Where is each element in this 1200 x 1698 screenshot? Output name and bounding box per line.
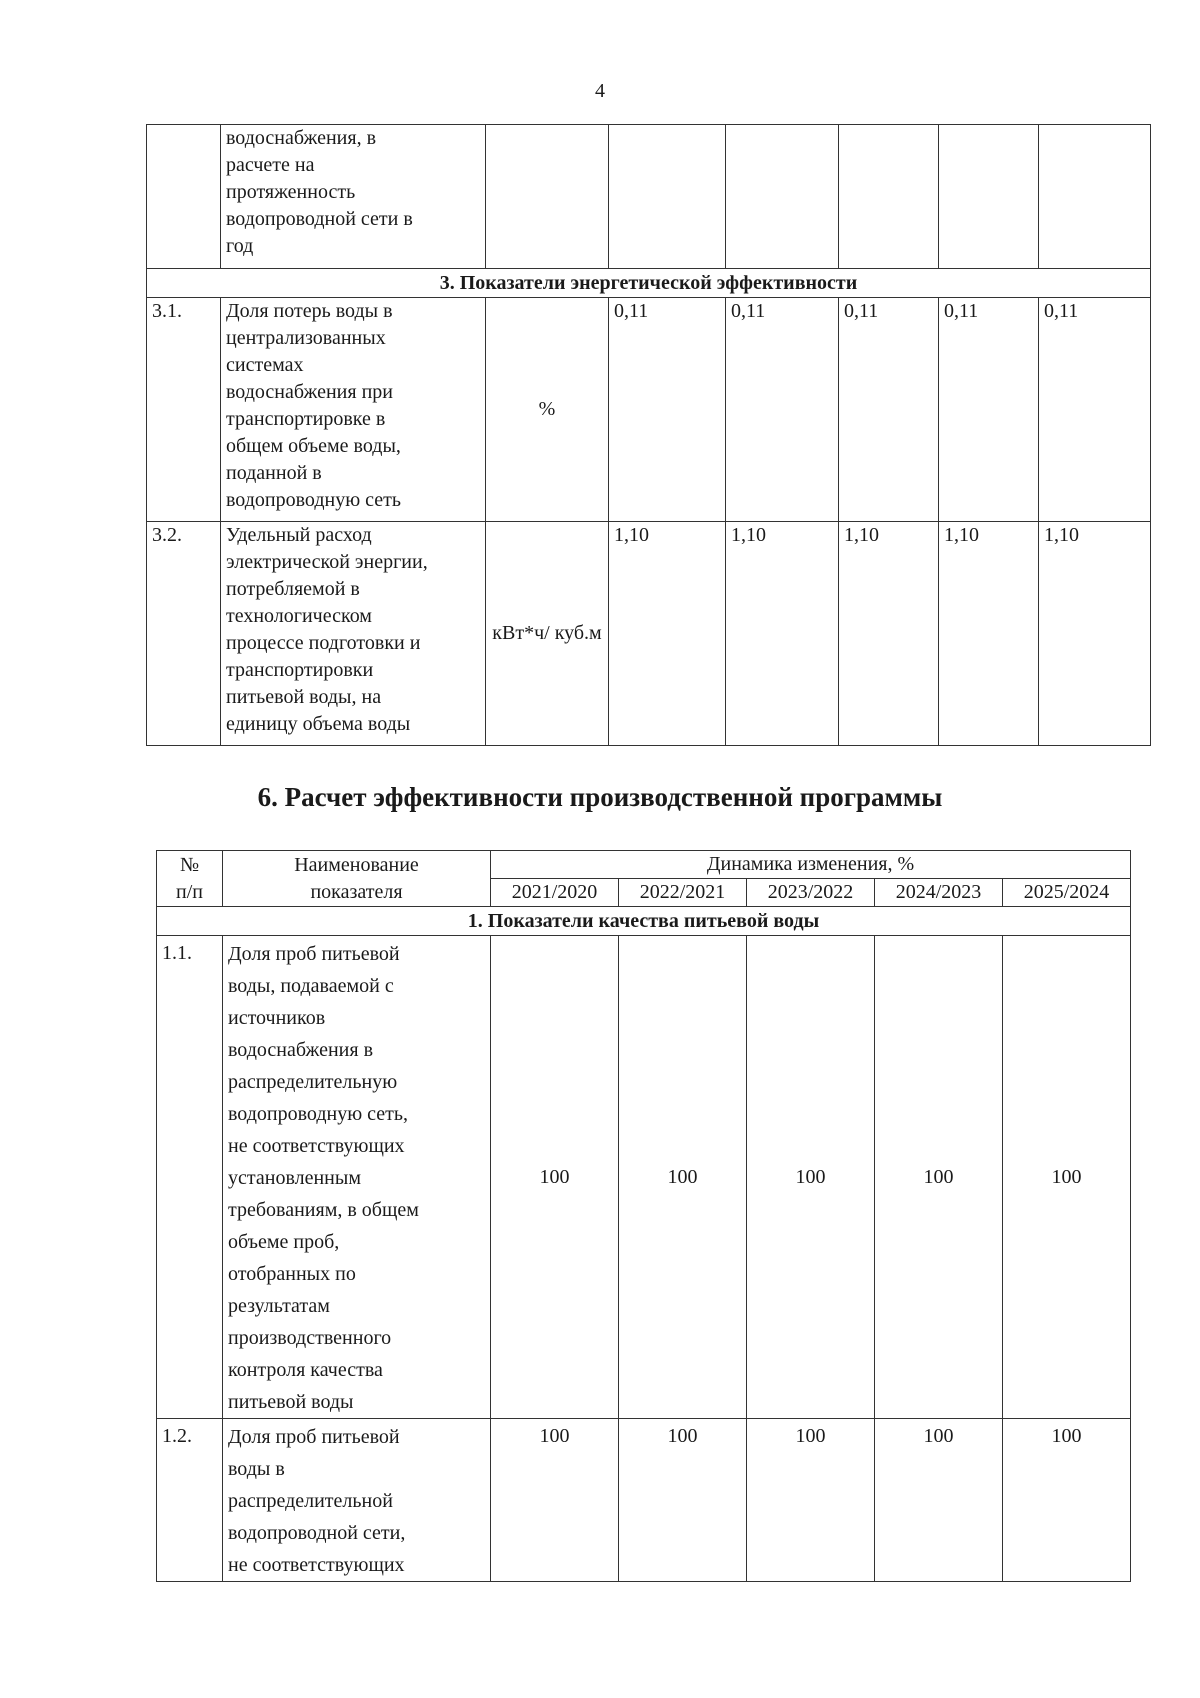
indicator-name: Доля потерь воды в централизованных системах водоснабжения при транспортировке в общем объеме воды, поданной в водопроводную сеть bbox=[221, 298, 486, 522]
num-header: № п/п bbox=[157, 851, 223, 907]
name-line: расчете на bbox=[226, 154, 315, 176]
page-number: 4 bbox=[595, 80, 605, 102]
name-line: год bbox=[226, 235, 254, 257]
name-line: протяженность bbox=[226, 181, 356, 203]
period-header: 2022/2021 bbox=[619, 879, 747, 907]
unit-cell: % bbox=[486, 298, 609, 522]
value-cell: 100 bbox=[1003, 1419, 1131, 1582]
value-cell: 1,10 bbox=[1039, 522, 1151, 746]
value-cell: 0,11 bbox=[839, 298, 939, 522]
value-cell: 100 bbox=[875, 1419, 1003, 1582]
row-number: 3.1. bbox=[147, 298, 221, 522]
table-row bbox=[157, 936, 1131, 1419]
continued-name-cell bbox=[221, 125, 486, 269]
section-row bbox=[147, 269, 1151, 298]
value-cell: 100 bbox=[619, 1419, 747, 1582]
value-cell: 100 bbox=[1003, 936, 1131, 1419]
value-cell: 0,11 bbox=[939, 298, 1039, 522]
row-number: 1.1. bbox=[157, 936, 223, 1419]
indicator-name: Доля проб питьевой воды в распределительной водопроводной сети, не соответствующих bbox=[223, 1419, 491, 1582]
value-cell: 100 bbox=[747, 936, 875, 1419]
num-cell bbox=[147, 125, 221, 269]
header-row bbox=[157, 851, 1131, 879]
row-number: 3.2. bbox=[147, 522, 221, 746]
unit-cell: кВт*ч/ куб.м bbox=[486, 522, 609, 746]
value-cell: 1,10 bbox=[839, 522, 939, 746]
value-cell: 100 bbox=[747, 1419, 875, 1582]
value-cell: 1,10 bbox=[726, 522, 839, 746]
indicators-table bbox=[146, 124, 1151, 746]
section-title: 1. Показатели качества питьевой воды bbox=[157, 907, 1131, 936]
period-header: 2023/2022 bbox=[747, 879, 875, 907]
name-header: Наименование показателя bbox=[223, 851, 491, 907]
table-row-continued bbox=[147, 125, 1151, 269]
row-number: 1.2. bbox=[157, 1419, 223, 1582]
table-row bbox=[157, 1419, 1131, 1582]
indicator-name: Доля проб питьевой воды, подаваемой с источников водоснабжения в распределительную водопроводную сеть, не соответствующих установленным требованиям, в общем объеме проб, отобранных по результатам производственного контроля качества питьевой воды bbox=[223, 936, 491, 1419]
value-cell: 0,11 bbox=[726, 298, 839, 522]
dynamics-header: Динамика изменения, % bbox=[491, 851, 1131, 879]
value-cell: 100 bbox=[875, 936, 1003, 1419]
section-title: 3. Показатели энергетической эффективности bbox=[147, 269, 1151, 298]
section-row bbox=[157, 907, 1131, 936]
value-cell: 0,11 bbox=[1039, 298, 1151, 522]
name-line: водопроводной сети в bbox=[226, 208, 413, 230]
value-cell: 100 bbox=[491, 1419, 619, 1582]
table-row bbox=[147, 522, 1151, 746]
period-header: 2021/2020 bbox=[491, 879, 619, 907]
value-cell: 1,10 bbox=[609, 522, 726, 746]
value-cell: 100 bbox=[619, 936, 747, 1419]
section-heading: 6. Расчет эффективности производственной программы bbox=[257, 782, 943, 812]
value-cell: 100 bbox=[491, 936, 619, 1419]
period-header: 2025/2024 bbox=[1003, 879, 1131, 907]
name-line: водоснабжения, в bbox=[226, 127, 377, 149]
period-header: 2024/2023 bbox=[875, 879, 1003, 907]
value-cell: 1,10 bbox=[939, 522, 1039, 746]
value-cell: 0,11 bbox=[609, 298, 726, 522]
table-row bbox=[147, 298, 1151, 522]
efficiency-table bbox=[156, 850, 1131, 1582]
indicator-name: Удельный расход электрической энергии, потребляемой в технологическом процессе подготовки и транспортировки питьевой воды, на единицу объема воды bbox=[221, 522, 486, 746]
